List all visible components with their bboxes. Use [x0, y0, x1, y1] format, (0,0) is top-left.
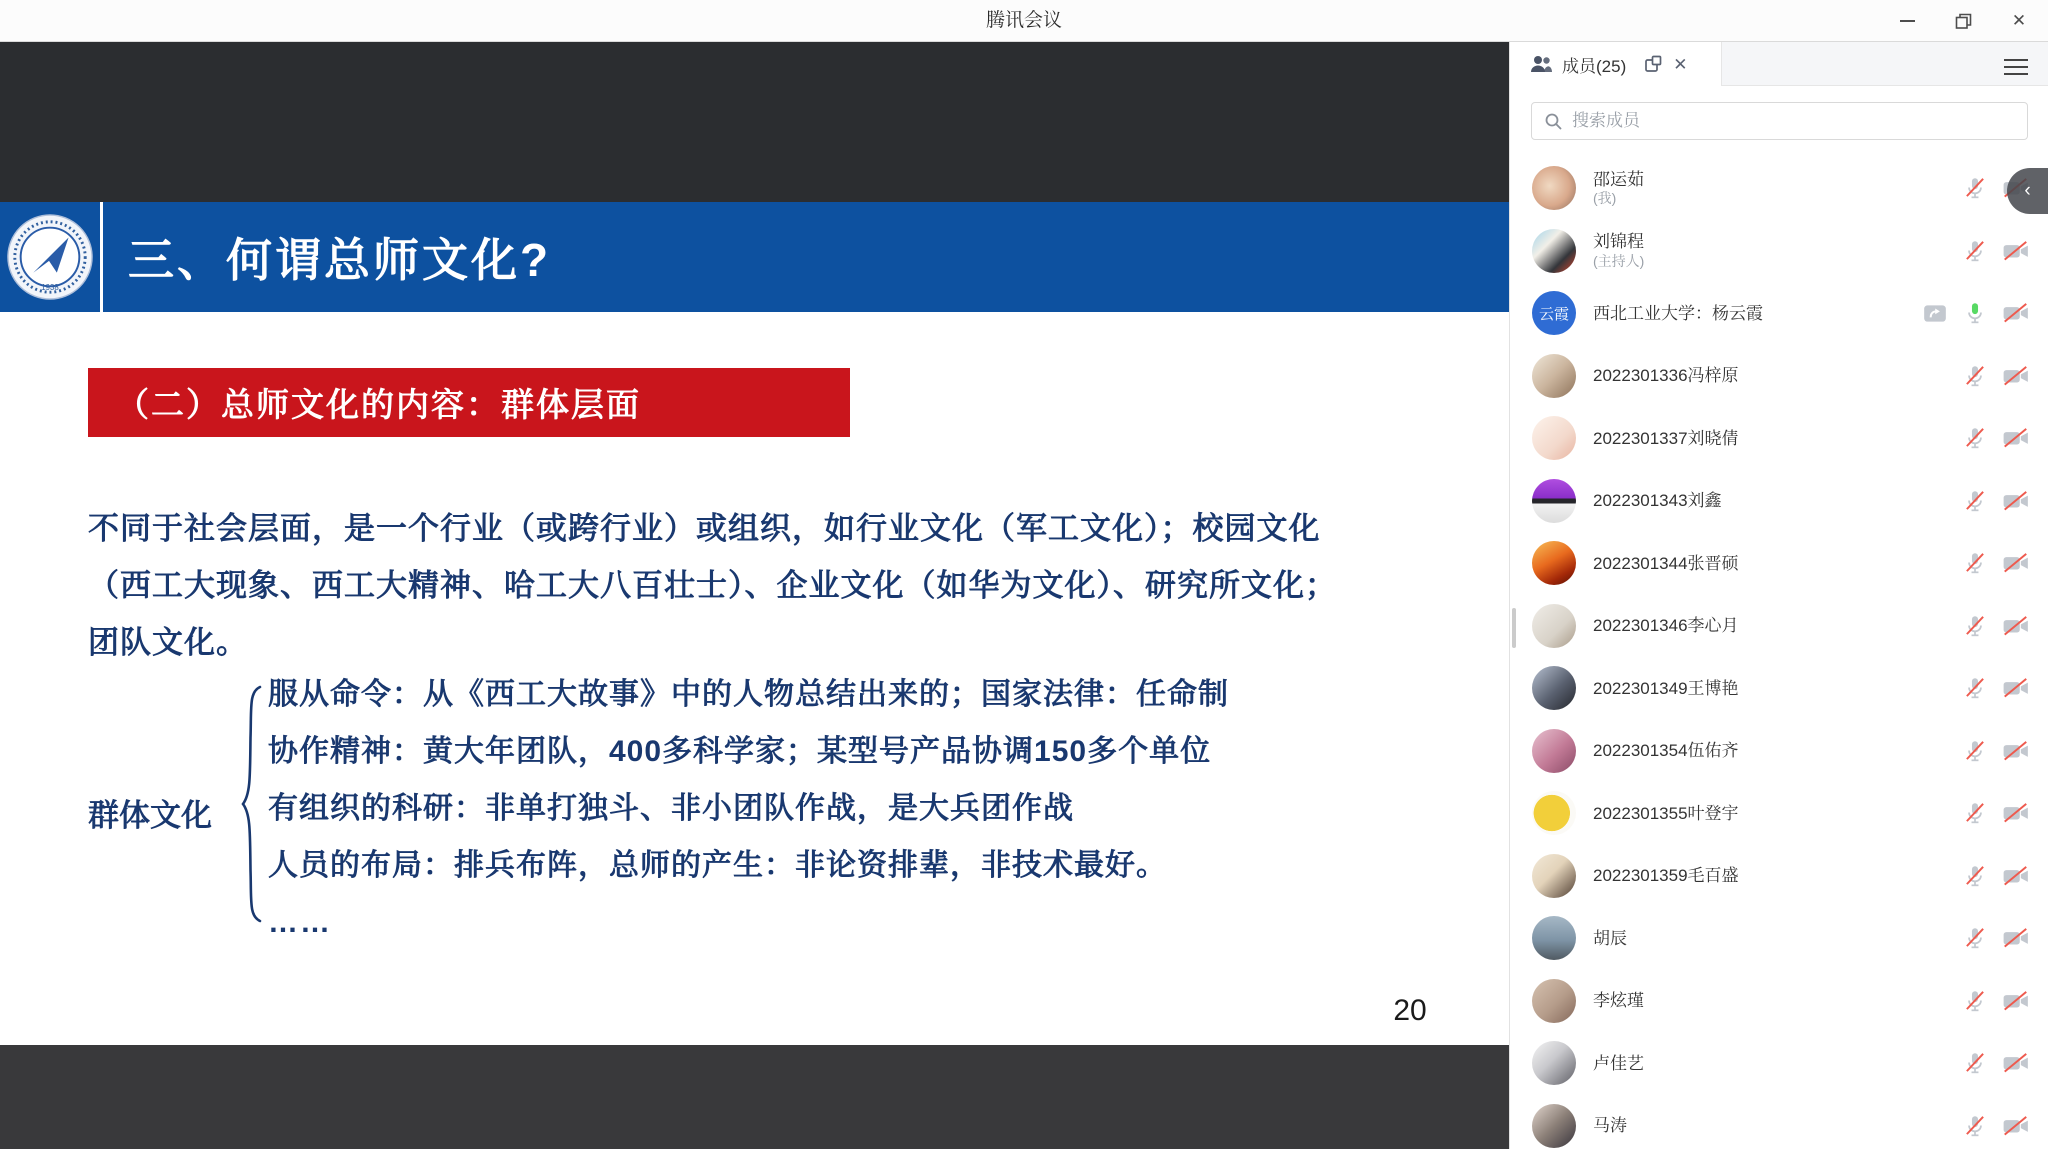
university-logo-box	[0, 202, 103, 312]
brace-item: 人员的布局：排兵布阵，总师的产生：非论资排辈，非技术最好。	[268, 849, 1167, 882]
brace-item: 协作精神：黄大年团队，400多科学家；某型号产品协调150多个单位	[268, 735, 1212, 768]
mic-muted-icon[interactable]	[1962, 613, 1988, 639]
avatar-initials: 云霞	[1538, 305, 1569, 323]
member-row[interactable]	[1510, 595, 2048, 658]
camera-muted-icon[interactable]	[2002, 613, 2030, 639]
mic-muted-icon[interactable]	[1962, 550, 1988, 576]
brace-label: 群体文化	[88, 798, 212, 833]
mic-muted-icon[interactable]	[1962, 988, 1988, 1014]
member-row[interactable]	[1510, 845, 2048, 908]
camera-muted-icon[interactable]	[2002, 550, 2030, 576]
window-title: 腾讯会议	[985, 10, 1062, 31]
chevron-left-icon: ‹	[2024, 180, 2031, 201]
restore-icon	[1955, 13, 1972, 30]
member-name: 2022301343刘鑫	[1593, 491, 1722, 511]
slide-section-title: 三、何谓总师文化?	[128, 234, 552, 286]
member-row[interactable]	[1510, 532, 2048, 595]
avatar	[1532, 979, 1576, 1023]
members-panel	[1509, 42, 2048, 1149]
mic-muted-icon[interactable]	[1962, 1113, 1988, 1139]
member-name: 刘锦程	[1593, 232, 1644, 252]
avatar	[1532, 1104, 1576, 1148]
avatar	[1532, 666, 1576, 710]
search-input[interactable]	[1572, 111, 2015, 131]
member-name: 2022301337刘晓倩	[1593, 428, 1739, 448]
minimize-button[interactable]	[1892, 6, 1922, 36]
mic-muted-icon[interactable]	[1962, 738, 1988, 764]
camera-muted-icon[interactable]	[2002, 1050, 2030, 1076]
camera-muted-icon[interactable]	[2002, 738, 2030, 764]
member-row[interactable]	[1510, 782, 2048, 845]
member-name: 2022301359毛百盛	[1593, 866, 1739, 886]
close-button[interactable]: ✕	[2011, 11, 2027, 30]
mic-muted-icon[interactable]	[1962, 488, 1988, 514]
member-row[interactable]	[1510, 345, 2048, 408]
member-name: 2022301336冯梓原	[1593, 366, 1739, 386]
member-name: 李炫瑾	[1593, 991, 1644, 1011]
brace-ellipsis: ……	[268, 906, 332, 939]
members-panel-header	[1510, 42, 2048, 86]
svg-text:1938: 1938	[41, 283, 59, 293]
slide-top-band	[0, 42, 1509, 202]
mic-muted-icon[interactable]	[1962, 925, 1988, 951]
paragraph-line: 团队文化。	[88, 625, 248, 660]
mic-muted-icon[interactable]	[1962, 863, 1988, 889]
members-people-icon	[1529, 54, 1553, 74]
camera-muted-icon[interactable]	[2002, 925, 2030, 951]
member-name: 2022301344张晋硕	[1593, 553, 1739, 573]
member-row[interactable]	[1510, 470, 2048, 533]
camera-muted-icon[interactable]	[2002, 300, 2030, 326]
camera-muted-icon[interactable]	[2002, 863, 2030, 889]
avatar	[1532, 291, 1576, 335]
screen-share-icon[interactable]	[1922, 301, 1948, 325]
slide-page-number: 20	[1393, 994, 1427, 1027]
mic-on-icon[interactable]	[1962, 300, 1988, 326]
member-list[interactable]	[1510, 157, 2048, 1149]
brace-item: 服从命令：从《西工大故事》中的人物总结出来的；国家法律：任命制	[268, 678, 1229, 711]
curly-brace	[240, 684, 264, 924]
member-name: 2022301346李心月	[1593, 616, 1739, 636]
avatar	[1532, 791, 1576, 835]
camera-muted-icon[interactable]	[2002, 425, 2030, 451]
close-panel-icon[interactable]: ✕	[1673, 54, 1688, 74]
avatar	[1532, 729, 1576, 773]
avatar	[1532, 354, 1576, 398]
paragraph-line: 不同于社会层面，是一个行业（或跨行业）或组织，如行业文化（军工文化）；校园文化	[88, 511, 1321, 546]
brace-item: 有组织的科研：非单打独斗、非小团队作战，是大兵团作战	[268, 792, 1074, 825]
panel-header-spacer	[1721, 42, 2048, 86]
member-name: 马涛	[1593, 1116, 1627, 1136]
slide-paragraph	[88, 500, 1448, 671]
popout-icon[interactable]	[1643, 54, 1663, 74]
member-name: 胡辰	[1593, 928, 1627, 948]
panel-menu-icon[interactable]	[2004, 54, 2028, 74]
member-row[interactable]	[1510, 1095, 2048, 1149]
avatar	[1532, 229, 1576, 273]
brace-item-list	[268, 666, 1229, 951]
camera-muted-icon[interactable]	[2002, 988, 2030, 1014]
slide-header-bar	[0, 202, 1509, 312]
member-name: 2022301355叶登宇	[1593, 803, 1739, 823]
member-row[interactable]	[1510, 157, 2048, 220]
slide-subtitle-banner: （二）总师文化的内容：群体层面	[88, 368, 850, 437]
avatar	[1532, 1041, 1576, 1085]
member-row[interactable]	[1510, 220, 2048, 283]
mic-muted-icon[interactable]	[1962, 675, 1988, 701]
search-icon	[1544, 112, 1563, 131]
member-search-box[interactable]	[1531, 102, 2028, 140]
mic-muted-icon[interactable]	[1962, 363, 1988, 389]
member-role: (主持人)	[1593, 252, 1645, 269]
camera-muted-icon[interactable]	[2002, 1113, 2030, 1139]
avatar	[1532, 604, 1576, 648]
camera-muted-icon[interactable]	[2002, 363, 2030, 389]
paragraph-line: （西工大现象、西工大精神、哈工大八百壮士）、企业文化（如华为文化）、研究所文化；	[88, 568, 1337, 603]
member-row[interactable]	[1510, 657, 2048, 720]
camera-muted-icon[interactable]	[2002, 488, 2030, 514]
mic-muted-icon[interactable]	[1962, 425, 1988, 451]
member-row[interactable]	[1510, 720, 2048, 783]
mic-muted-icon[interactable]	[1962, 175, 1988, 201]
member-row[interactable]	[1510, 970, 2048, 1033]
camera-muted-icon[interactable]	[2002, 800, 2030, 826]
mic-muted-icon[interactable]	[1962, 238, 1988, 264]
avatar	[1532, 166, 1576, 210]
restore-button[interactable]	[1948, 6, 1978, 36]
camera-muted-icon[interactable]	[2002, 238, 2030, 264]
member-name: 西北工业大学：杨云霞	[1593, 303, 1763, 323]
mic-muted-icon[interactable]	[1962, 1050, 1988, 1076]
member-name: 2022301354伍佑齐	[1593, 741, 1739, 761]
member-row[interactable]	[1510, 282, 2048, 345]
members-tab-label: 成员(25)	[1562, 56, 1627, 76]
member-row[interactable]	[1510, 407, 2048, 470]
scrollbar-thumb[interactable]	[1512, 608, 1516, 648]
member-name: 卢佳艺	[1593, 1053, 1644, 1073]
member-role: (我)	[1593, 190, 1617, 207]
avatar	[1532, 479, 1576, 523]
tab-members[interactable]	[1510, 42, 1721, 86]
avatar	[1532, 854, 1576, 898]
member-row[interactable]	[1510, 907, 2048, 970]
nwpu-logo-icon	[6, 211, 94, 303]
collapse-panel-button[interactable]	[2007, 168, 2048, 214]
member-row[interactable]	[1510, 1032, 2048, 1095]
member-name: 邵运茹	[1593, 169, 1644, 189]
avatar	[1532, 416, 1576, 460]
shared-screen-area	[0, 42, 1509, 1149]
mic-muted-icon[interactable]	[1962, 800, 1988, 826]
camera-muted-icon[interactable]	[2002, 675, 2030, 701]
slide-bottom-band	[0, 1045, 1509, 1149]
window-titlebar	[0, 0, 2048, 42]
avatar	[1532, 541, 1576, 585]
avatar	[1532, 916, 1576, 960]
member-name: 2022301349王博艳	[1593, 678, 1739, 698]
